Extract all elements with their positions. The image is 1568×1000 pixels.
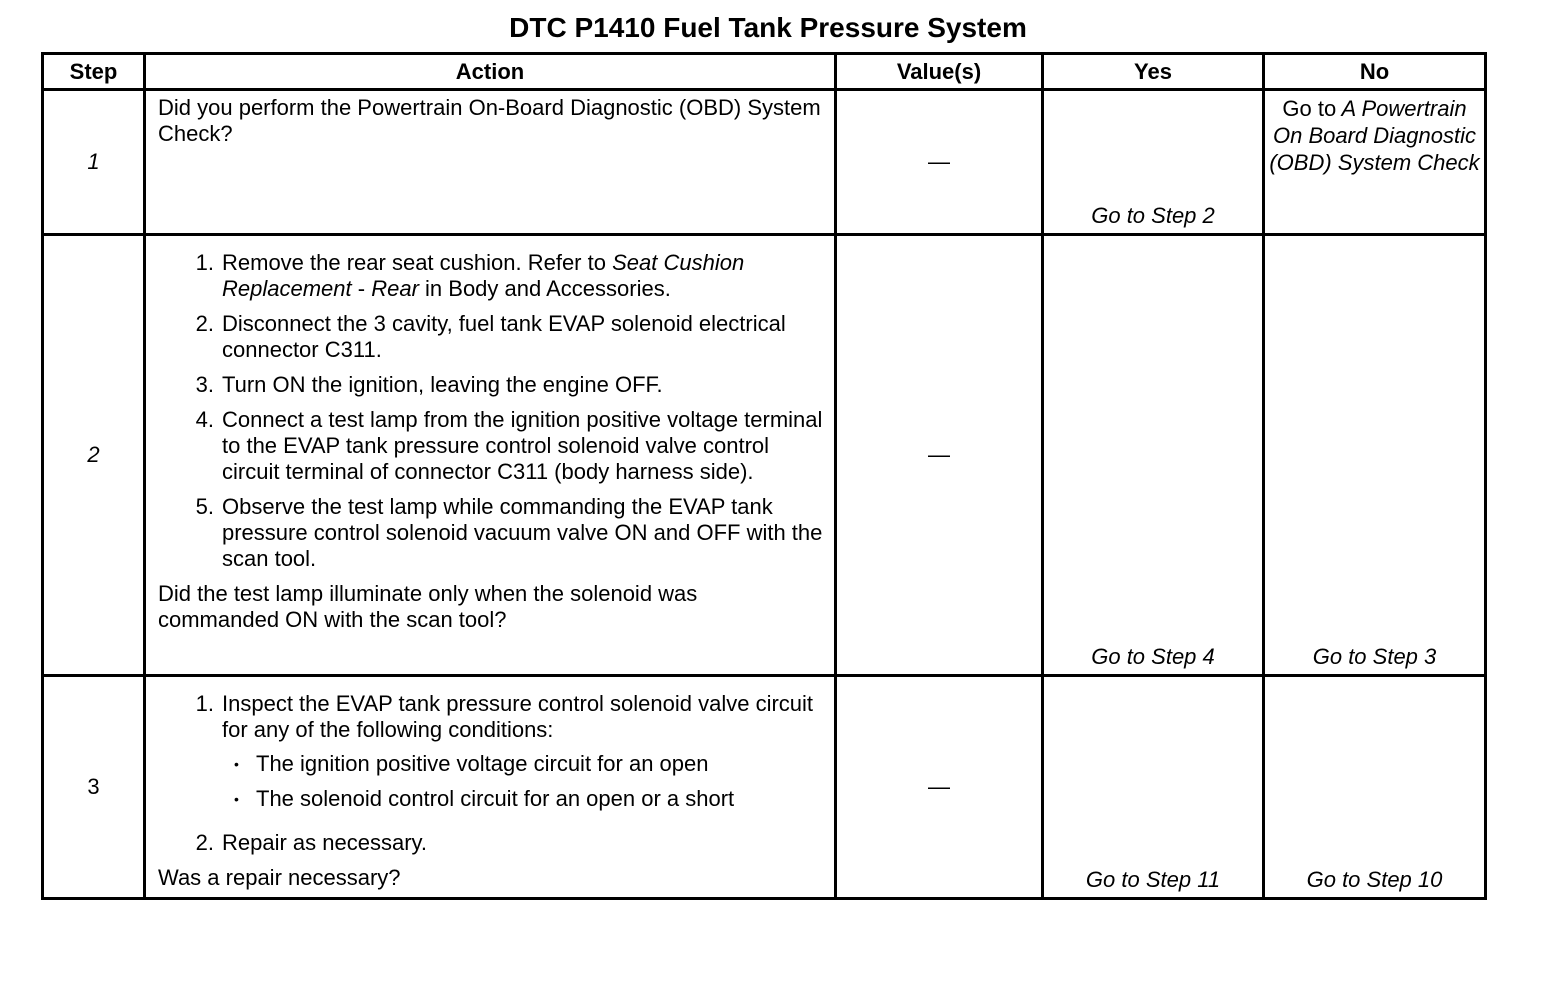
substep-number: 2. bbox=[195, 311, 214, 336]
substep-number: 1. bbox=[195, 250, 214, 275]
substep-list bbox=[158, 250, 824, 572]
step-number: 3 bbox=[43, 676, 145, 899]
header-step: Step bbox=[43, 54, 145, 90]
condition-item bbox=[222, 751, 824, 777]
yes-cell: Go to Step 11 bbox=[1043, 676, 1264, 899]
substep-text: Disconnect the 3 cavity, fuel tank EVAP solenoid electrical connector C311. bbox=[222, 311, 786, 362]
table-header-row bbox=[43, 54, 1486, 90]
action-cell bbox=[145, 235, 836, 676]
no-cell: Go to Step 10 bbox=[1264, 676, 1486, 899]
substep-number: 3. bbox=[195, 372, 214, 397]
yes-cell: Go to Step 4 bbox=[1043, 235, 1264, 676]
value-dash: — bbox=[928, 774, 950, 799]
substep-text: Connect a test lamp from the ignition positive voltage terminal to the EVAP tank pressure control solenoid valve control circuit terminal of connector C311 (body harness side). bbox=[222, 407, 823, 484]
header-no: No bbox=[1264, 54, 1486, 90]
table-row bbox=[43, 90, 1486, 235]
no-cell bbox=[1264, 90, 1486, 235]
substep-number: 5. bbox=[195, 494, 214, 519]
value-cell bbox=[836, 235, 1043, 676]
no-prefix: Go to bbox=[1282, 96, 1337, 121]
substep-text: Inspect the EVAP tank pressure control solenoid valve circuit for any of the following conditions: • The ignition positive voltage circuit for an open • The solenoid control circuit for an open or a short bbox=[222, 691, 824, 821]
condition-text: The ignition positive voltage circuit for an open bbox=[256, 751, 709, 776]
no-cell: Go to Step 3 bbox=[1264, 235, 1486, 676]
substep-item bbox=[158, 311, 824, 363]
substep-item bbox=[158, 494, 824, 572]
table-row bbox=[43, 676, 1486, 899]
condition-item bbox=[222, 786, 824, 812]
no-reference: A Powertrain On Board Diagnostic (OBD) System Check bbox=[1269, 96, 1480, 175]
action-question: Was a repair necessary? bbox=[158, 865, 401, 890]
step-number: 1 bbox=[43, 90, 145, 235]
substep-item bbox=[158, 407, 824, 485]
header-yes: Yes bbox=[1043, 54, 1264, 90]
step-number: 2 bbox=[43, 235, 145, 676]
value-dash: — bbox=[928, 149, 950, 174]
header-action: Action bbox=[145, 54, 836, 90]
reference-text: Rear bbox=[371, 276, 419, 301]
substep-text: Repair as necessary. bbox=[222, 830, 428, 855]
substep-item bbox=[158, 830, 824, 856]
substep-text: Turn ON the ignition, leaving the engine OFF. bbox=[222, 372, 663, 397]
substep-number: 1. bbox=[195, 691, 214, 716]
substep-number: 2. bbox=[195, 830, 214, 855]
substep-text: Observe the test lamp while commanding the EVAP tank pressure control solenoid vacuum valve ON and OFF with the scan tool. bbox=[222, 494, 823, 571]
bullet-icon: • bbox=[234, 791, 239, 807]
value-dash: — bbox=[928, 442, 950, 467]
condition-list bbox=[222, 751, 824, 812]
substep-text: Remove the rear seat cushion. Refer to Seat Cushion Replacement - Rear in Body and Accessories. bbox=[222, 250, 745, 301]
bullet-icon: • bbox=[234, 756, 239, 772]
value-cell bbox=[836, 90, 1043, 235]
page-title: DTC P1410 Fuel Tank Pressure System bbox=[509, 12, 1027, 43]
action-question: Did the test lamp illuminate only when the solenoid was commanded ON with the scan tool? bbox=[158, 581, 698, 632]
substep-item bbox=[158, 691, 824, 821]
substep-number: 4. bbox=[195, 407, 214, 432]
header-values: Value(s) bbox=[836, 54, 1043, 90]
table-row bbox=[43, 235, 1486, 676]
action-cell bbox=[145, 90, 836, 235]
diagnostic-table bbox=[41, 52, 1487, 900]
substep-item bbox=[158, 250, 824, 302]
condition-text: The solenoid control circuit for an open or a short bbox=[256, 786, 735, 811]
substep-item bbox=[158, 372, 824, 398]
value-cell bbox=[836, 676, 1043, 899]
reference-text: Seat Cushion Replacement bbox=[222, 250, 745, 301]
substep-list bbox=[158, 691, 824, 856]
yes-cell: Go to Step 2 bbox=[1043, 90, 1264, 235]
action-cell bbox=[145, 676, 836, 899]
action-question: Did you perform the Powertrain On-Board Diagnostic (OBD) System Check? bbox=[158, 95, 821, 146]
